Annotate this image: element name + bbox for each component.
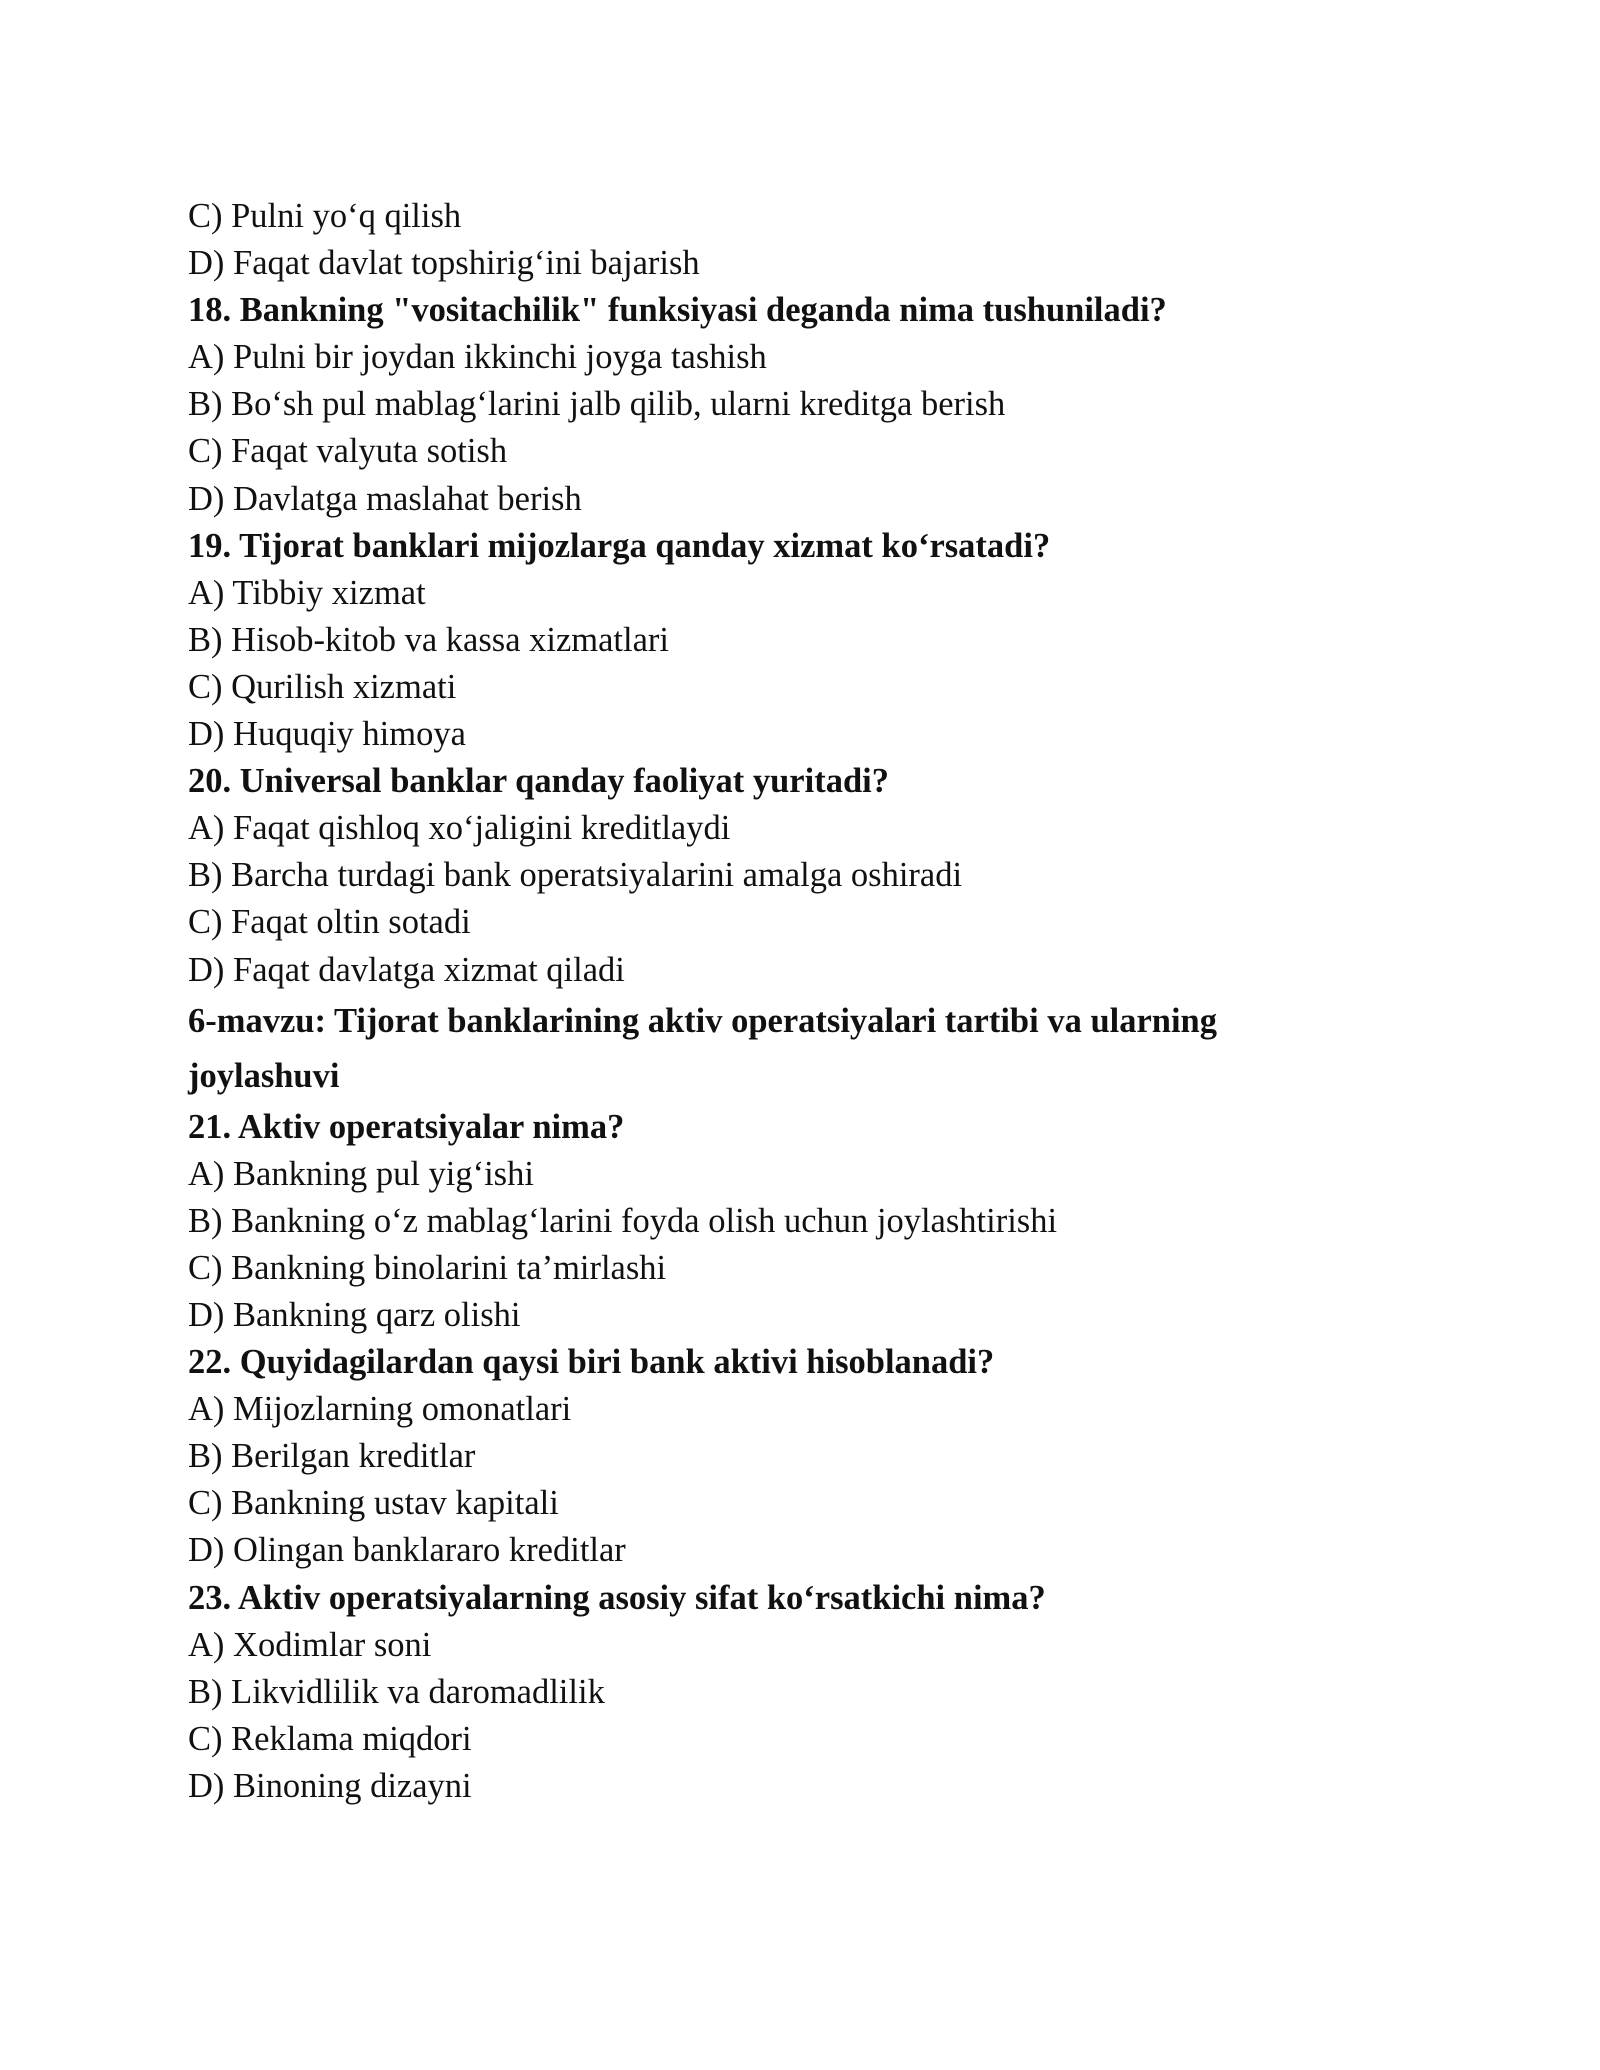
document-page xyxy=(188,193,1488,1810)
question-22 xyxy=(188,1339,1488,1574)
question-20 xyxy=(188,758,1488,993)
option-line: A) Tibbiy xizmat xyxy=(188,573,426,612)
topic-title-line-2: joylashuvi xyxy=(188,1056,340,1095)
topic-heading xyxy=(188,994,1488,1104)
question-text: 19. Tijorat banklari mijozlarga qanday xizmat ko‘rsatadi? xyxy=(188,526,1051,565)
option-line: D) Binoning dizayni xyxy=(188,1766,472,1805)
question-23 xyxy=(188,1575,1488,1810)
question-text: 18. Bankning "vositachilik" funksiyasi deganda nima tushuniladi? xyxy=(188,291,1167,330)
option-line: B) Barcha turdagi bank operatsiyalarini amalga oshiradi xyxy=(188,856,963,895)
question-21 xyxy=(188,1104,1488,1339)
option-line: C) Reklama miqdori xyxy=(188,1719,472,1758)
question-text: 21. Aktiv operatsiyalar nima? xyxy=(188,1107,625,1146)
previous-question-options xyxy=(188,193,1488,287)
option-line: C) Faqat oltin sotadi xyxy=(188,903,471,942)
question-18 xyxy=(188,287,1488,522)
option-line: B) Bankning o‘z mablag‘larini foyda olish uchun joylashtirishi xyxy=(188,1201,1058,1240)
option-line: B) Berilgan kreditlar xyxy=(188,1437,476,1476)
option-line: A) Faqat qishloq xo‘jaligini kreditlaydi xyxy=(188,809,731,848)
question-text: 22. Quyidagilardan qaysi biri bank aktivi hisoblanadi? xyxy=(188,1343,995,1382)
question-19 xyxy=(188,523,1488,758)
option-line: C) Pulni yo‘q qilish xyxy=(188,197,462,235)
option-line: A) Mijozlarning omonatlari xyxy=(188,1390,572,1429)
question-text: 23. Aktiv operatsiyalarning asosiy sifat ko‘rsatkichi nima? xyxy=(188,1578,1046,1617)
option-line: D) Davlatga maslahat berish xyxy=(188,479,582,518)
option-line: D) Huquqiy himoya xyxy=(188,715,466,754)
option-line: B) Bo‘sh pul mablag‘larini jalb qilib, ularni kreditga berish xyxy=(188,385,1006,424)
question-text: 20. Universal banklar qanday faoliyat yuritadi? xyxy=(188,762,889,801)
option-line: A) Bankning pul yig‘ishi xyxy=(188,1154,534,1193)
topic-title-line-1: 6-mavzu: Tijorat banklarining aktiv operatsiyalari tartibi va ularning xyxy=(188,1001,1217,1040)
option-line: C) Bankning binolarini ta’mirlashi xyxy=(188,1248,667,1287)
option-line: B) Likvidlilik va daromadlilik xyxy=(188,1672,605,1711)
option-line: C) Faqat valyuta sotish xyxy=(188,432,508,471)
option-line: C) Bankning ustav kapitali xyxy=(188,1484,559,1523)
option-line: D) Bankning qarz olishi xyxy=(188,1295,521,1334)
option-line: D) Faqat davlat topshirig‘ini bajarish xyxy=(188,244,700,283)
option-line: A) Pulni bir joydan ikkinchi joyga tashish xyxy=(188,338,767,377)
option-line: D) Olingan banklararo kreditlar xyxy=(188,1531,626,1570)
option-line: C) Qurilish xizmati xyxy=(188,667,457,706)
option-line: B) Hisob-kitob va kassa xizmatlari xyxy=(188,620,669,659)
option-line: A) Xodimlar soni xyxy=(188,1625,432,1664)
option-line: D) Faqat davlatga xizmat qiladi xyxy=(188,950,625,989)
